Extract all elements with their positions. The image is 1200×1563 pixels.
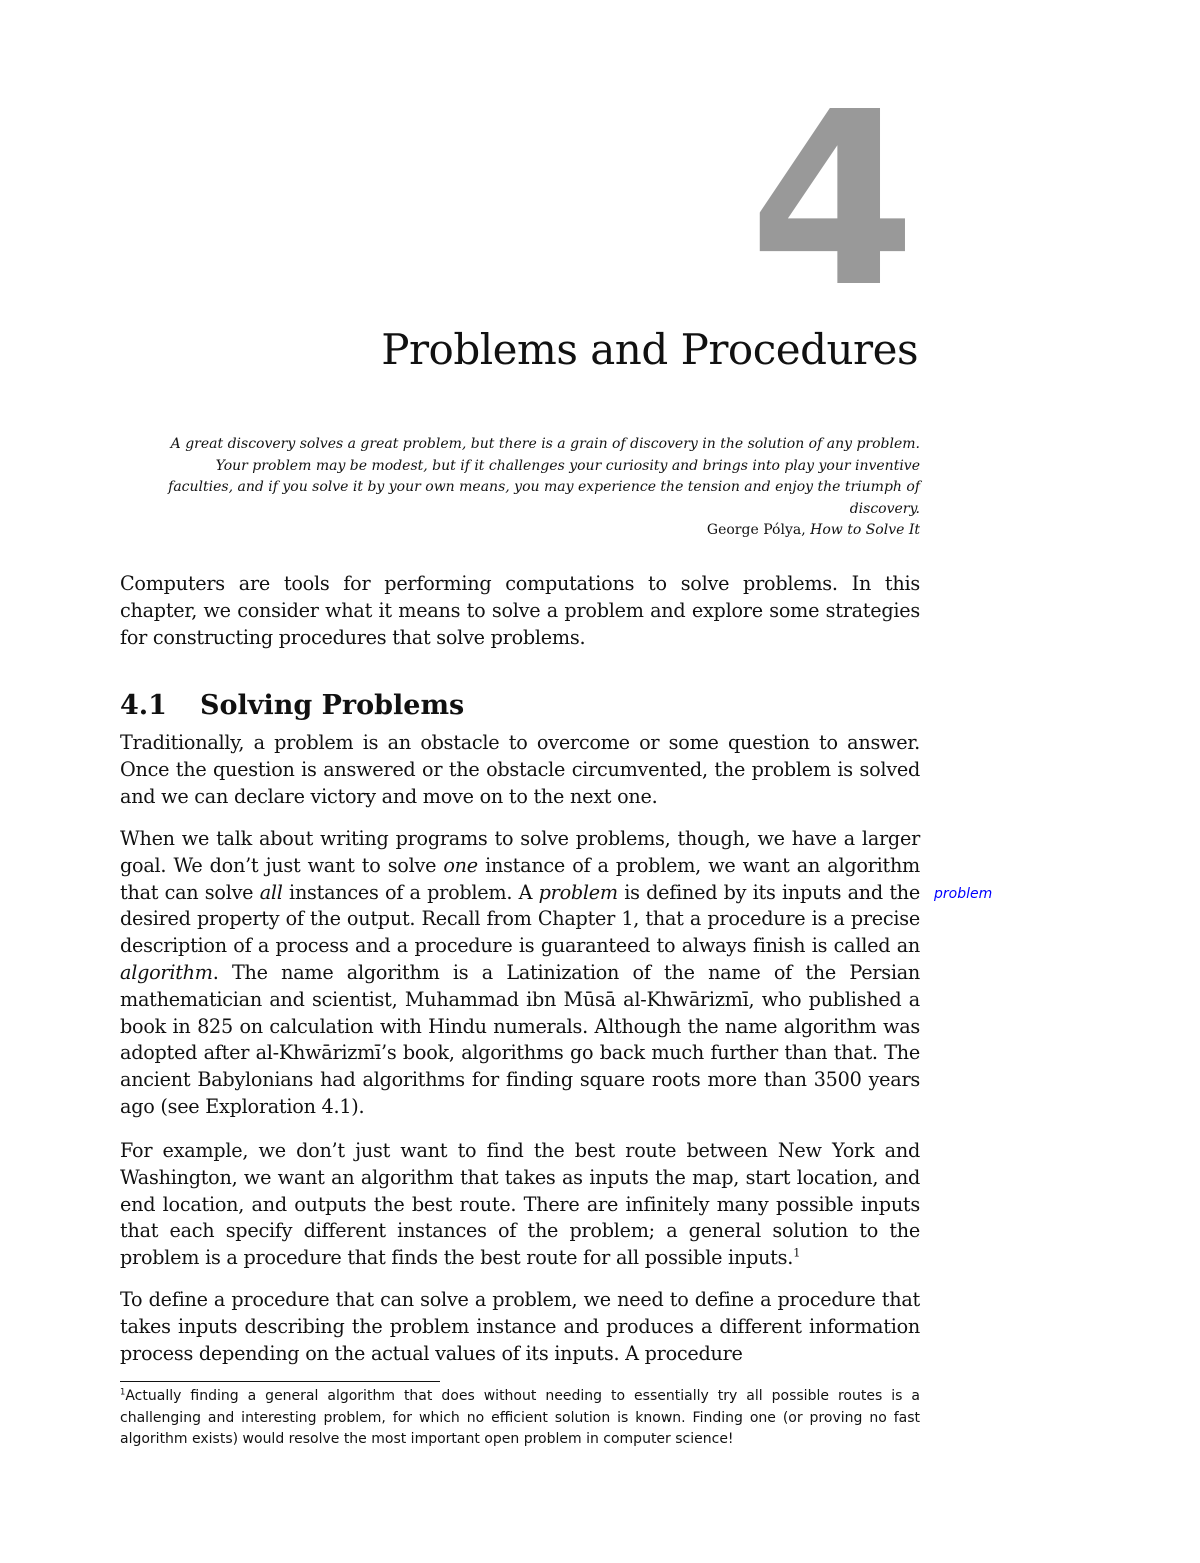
chapter-number: 4 xyxy=(749,60,916,340)
paragraph-4-text: To define a procedure that can solve a problem, we need to define a procedure that takes inputs describing the problem instance and produces a different information process depending on the actual values of its inputs. A procedure xyxy=(120,1288,920,1365)
paragraph-2 xyxy=(120,826,920,1121)
footnote-mark: 1 xyxy=(120,1386,126,1397)
emphasis-all: all xyxy=(259,880,283,904)
paragraph-2-part-1: When we talk about writing programs to solve problems, though, we have a larger goal. We don’t just want to solve xyxy=(120,827,920,877)
chapter-title: Problems and Procedures xyxy=(381,325,918,374)
paragraph-4 xyxy=(120,1287,920,1367)
epigraph-author: George Pólya, xyxy=(706,522,806,538)
epigraph xyxy=(150,434,920,542)
paragraph-3-text xyxy=(120,1138,920,1272)
paragraph-3 xyxy=(120,1138,920,1272)
section-heading xyxy=(120,688,920,724)
paragraph-2-part-3: instances of a problem. A xyxy=(282,880,539,904)
footnote-body: Actually finding a general algorithm that does without needing to essentially try all possible routes is a challenging and interesting problem, for which no efficient solution is known. Finding one (or proving no fast algorithm exists) would resolve the most important open problem in computer science! xyxy=(120,1388,920,1447)
intro-text: Computers are tools for performing computations to solve problems. In this chapter, we consider what it means to solve a problem and explore some strategies for constructing procedures that solve problems. xyxy=(120,572,920,649)
paragraph-2-part-4: is defined by its inputs and the desired property of the output. Recall from Chapter 1, that a procedure is a precise description of a process and a procedure is guaranteed to always finish is called an xyxy=(120,880,920,958)
epigraph-work: How to Solve It xyxy=(810,522,920,538)
footnote-text xyxy=(120,1386,920,1451)
paragraph-2-part-5: . The name algorithm is a Latinization of the name of the Persian mathematician and scientist, Muhammad ibn Mūsā al-Khwārizmī, who published a book in 825 on calculation with Hindu numerals. Although the name algorithm was adopted after al-Khwārizmī’s book, algorithms go back much further than that. The ancient Babylonians had algorithms for finding square roots more than 3500 years ago (see Exploration 4.1). xyxy=(120,960,920,1118)
epigraph-attribution xyxy=(150,520,920,542)
margin-note-problem: problem xyxy=(934,886,993,902)
footnote-reference: 1 xyxy=(793,1245,801,1260)
paragraph-2-part-2: instance of a problem, we want an algorithm that can solve xyxy=(120,853,920,904)
paragraph-2-text xyxy=(120,826,920,1121)
paragraph-3-body: For example, we don’t just want to find the best route between New York and Washington, we want an algorithm that takes as inputs the map, start location, and end location, and outputs the best route. There are infinitely many possible inputs that each specify different instances of the problem; a general solution to the problem is a procedure that finds the best route for all possible inputs. xyxy=(120,1139,920,1270)
term-problem: problem xyxy=(538,880,618,904)
paragraph-1 xyxy=(120,730,920,810)
intro-paragraph xyxy=(120,571,920,651)
term-algorithm: algorithm xyxy=(120,960,213,984)
section-number: 4.1 xyxy=(120,690,167,721)
emphasis-one: one xyxy=(443,853,478,877)
footnote-rule xyxy=(120,1381,440,1382)
section-title: Solving Problems xyxy=(200,690,465,721)
paragraph-1-text: Traditionally, a problem is an obstacle to overcome or some question to answer. Once the question is answered or the obstacle circumvented, the problem is solved and we can declare victory and move on to the next one. xyxy=(120,731,920,808)
footnote xyxy=(120,1386,920,1451)
epigraph-quote: A great discovery solves a great problem, but there is a grain of discovery in the solution of any problem. Your problem may be modest, but if it challenges your curiosity and brings into play your inventive faculties, and if you solve it by your own means, you may experience the tension and enjoy the triumph of discovery. xyxy=(168,436,920,517)
